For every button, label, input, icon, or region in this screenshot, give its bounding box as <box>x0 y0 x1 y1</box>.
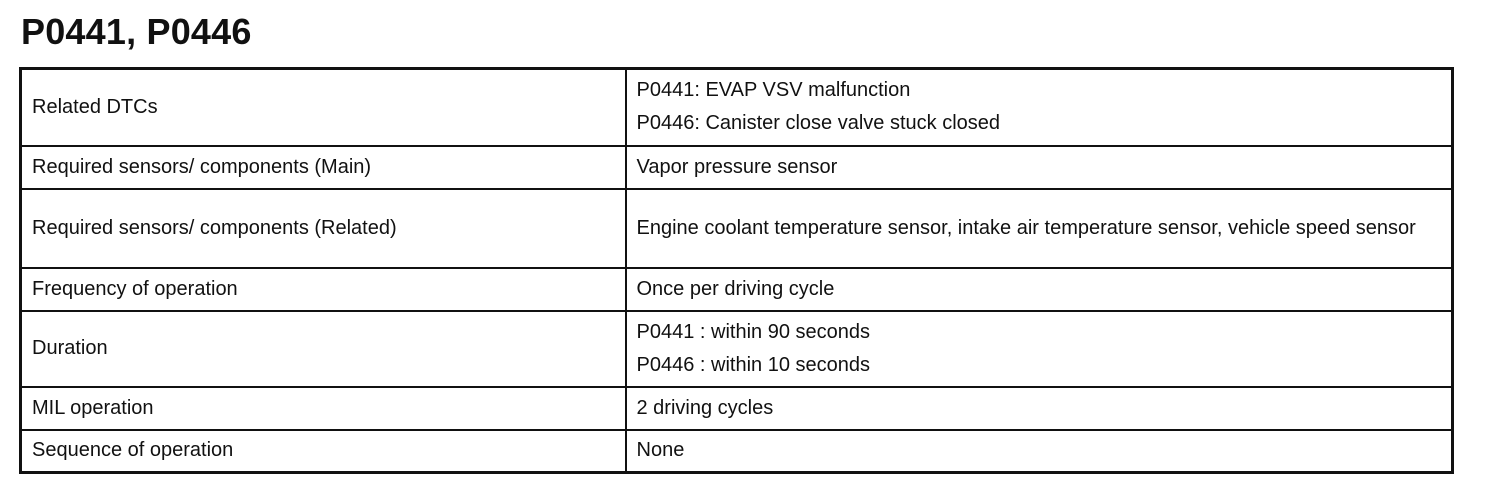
row-label: Related DTCs <box>21 69 626 146</box>
table-row-sequence <box>21 430 1453 473</box>
value-line: Engine coolant temperature sensor, intake air temperature sensor, vehicle speed sensor <box>636 216 1416 239</box>
row-value <box>626 430 1453 473</box>
value-line: P0441 : within 90 seconds <box>636 320 870 343</box>
row-value <box>626 189 1453 268</box>
row-value <box>626 69 1453 146</box>
value-line: Vapor pressure sensor <box>636 155 838 178</box>
row-value <box>626 311 1453 387</box>
value-line: P0441: EVAP VSV malfunction <box>636 79 911 102</box>
table-row-required-sensors-related <box>21 189 1453 268</box>
table-row-mil-operation <box>21 387 1453 430</box>
row-label: Required sensors/ components (Main) <box>21 146 626 189</box>
value-line: Once per driving cycle <box>636 277 835 300</box>
row-label: Frequency of operation <box>21 268 626 311</box>
page-title: P0441, P0446 <box>21 11 252 52</box>
spec-table <box>19 67 1454 474</box>
row-label: Sequence of operation <box>21 430 626 473</box>
row-label: MIL operation <box>21 387 626 430</box>
table-row-duration <box>21 311 1453 387</box>
value-line: 2 driving cycles <box>636 396 774 419</box>
row-label: Duration <box>21 311 626 387</box>
value-line: P0446: Canister close valve stuck closed <box>636 112 1001 135</box>
value-line: P0446 : within 10 seconds <box>636 353 870 376</box>
table-row-required-sensors-main <box>21 146 1453 189</box>
row-value <box>626 268 1453 311</box>
value-line: None <box>636 439 685 462</box>
row-value <box>626 387 1453 430</box>
table-row-frequency <box>21 268 1453 311</box>
row-value <box>626 146 1453 189</box>
row-label: Required sensors/ components (Related) <box>21 189 626 268</box>
table-row-related-dtcs <box>21 69 1453 146</box>
